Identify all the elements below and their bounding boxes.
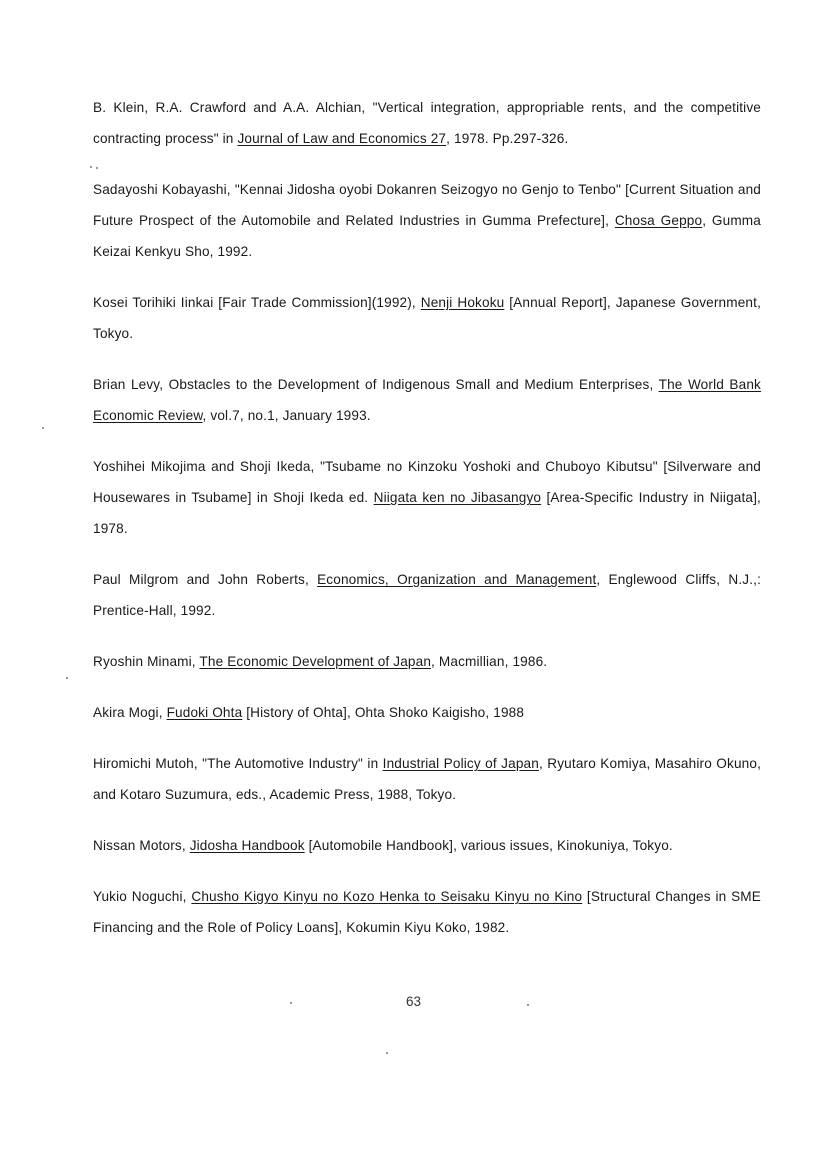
- reference-entry-kosei: [93, 287, 761, 349]
- reference-entry-mogi: [93, 697, 761, 728]
- reference-entry-noguchi: [93, 881, 761, 943]
- reference-text: , Ryutaro Komiya, Masahiro Okuno, and Kotaro Suzumura, eds., Academic Press, 1988, Tokyo.: [93, 756, 761, 802]
- page-number: 63: [405, 994, 422, 1009]
- reference-entry-milgrom: [93, 564, 761, 626]
- reference-text: [Automobile Handbook], various issues, Kinokuniya, Tokyo.: [304, 838, 673, 853]
- reference-text: Yukio Noguchi,: [93, 889, 192, 904]
- scan-speck: [527, 1004, 529, 1006]
- reference-text: Ryoshin Minami,: [93, 654, 200, 669]
- reference-text: [History of Ohta], Ohta Shoko Kaigisho, 1988: [242, 705, 525, 720]
- scan-speck: [96, 167, 98, 169]
- scan-speck: [90, 166, 92, 168]
- scan-speck: [290, 1002, 292, 1004]
- scan-speck: [42, 427, 44, 429]
- reference-text: Yoshihei Mikojima and Shoji Ikeda, "Tsubame no Kinzoku Yoshoki and Chuboyo Kibutsu" [Silverware and Housewares in Tsubame] in Shoji Ikeda ed.: [93, 459, 761, 505]
- reference-entry-nissan: [93, 830, 761, 861]
- reference-title: The World Bank Economic Review: [93, 377, 761, 423]
- reference-list: [93, 92, 761, 963]
- scan-speck: [66, 677, 68, 679]
- reference-text: , Macmillian, 1986.: [431, 654, 548, 669]
- reference-title: Fudoki Ohta: [166, 705, 243, 720]
- reference-entry-levy: [93, 369, 761, 431]
- reference-entry-kobayashi: [93, 174, 761, 267]
- reference-entry-klein: [93, 92, 761, 154]
- reference-title: Chusho Kigyo Kinyu no Kozo Henka to Seisaku Kinyu no Kino: [191, 889, 583, 904]
- reference-text: Kosei Torihiki Iinkai [Fair Trade Commission](1992),: [93, 295, 421, 310]
- reference-title: The Economic Development of Japan: [199, 654, 432, 669]
- reference-title: Chosa Geppo: [614, 213, 703, 228]
- reference-text: , vol.7, no.1, January 1993.: [202, 408, 371, 423]
- reference-entry-mutoh: [93, 748, 761, 810]
- reference-text: Sadayoshi Kobayashi, "Kennai Jidosha oyobi Dokanren Seizogyo no Genjo to Tenbo" [Current Situation and Future Prospect of the Automobile and Related Industries in Gumma Prefecture],: [93, 182, 761, 228]
- reference-text: [Annual Report], Japanese Government, Tokyo.: [93, 295, 761, 341]
- reference-text: Akira Mogi,: [93, 705, 167, 720]
- reference-title: Journal of Law and Economics 27: [237, 131, 447, 146]
- reference-text: [Area-Specific Industry in Niigata], 1978.: [93, 490, 761, 536]
- reference-title: Niigata ken no Jibasangyo: [373, 490, 542, 505]
- reference-text: Paul Milgrom and John Roberts,: [93, 572, 318, 587]
- reference-text: , Gumma Keizai Kenkyu Sho, 1992.: [93, 213, 761, 259]
- reference-text: Hiromichi Mutoh, "The Automotive Industry" in: [93, 756, 383, 771]
- reference-text: B. Klein, R.A. Crawford and A.A. Alchian, "Vertical integration, appropriable rents, and the competitive contracting process" in: [93, 100, 761, 146]
- reference-text: Nissan Motors,: [93, 838, 190, 853]
- reference-text: , 1978. Pp.297-326.: [446, 131, 569, 146]
- reference-title: Jidosha Handbook: [189, 838, 305, 853]
- reference-title: Industrial Policy of Japan: [382, 756, 539, 771]
- reference-text: , Englewood Cliffs, N.J.,: Prentice-Hall, 1992.: [93, 572, 761, 618]
- reference-entry-minami: [93, 646, 761, 677]
- reference-text: Brian Levy, Obstacles to the Development of Indigenous Small and Medium Enterprises,: [93, 377, 659, 392]
- reference-text: [Structural Changes in SME Financing and the Role of Policy Loans], Kokumin Kiyu Koko, 1982.: [93, 889, 761, 935]
- reference-entry-mikojima: [93, 451, 761, 544]
- reference-title: Economics, Organization and Management: [317, 572, 597, 587]
- reference-title: Nenji Hokoku: [420, 295, 505, 310]
- scan-speck: [386, 1052, 388, 1054]
